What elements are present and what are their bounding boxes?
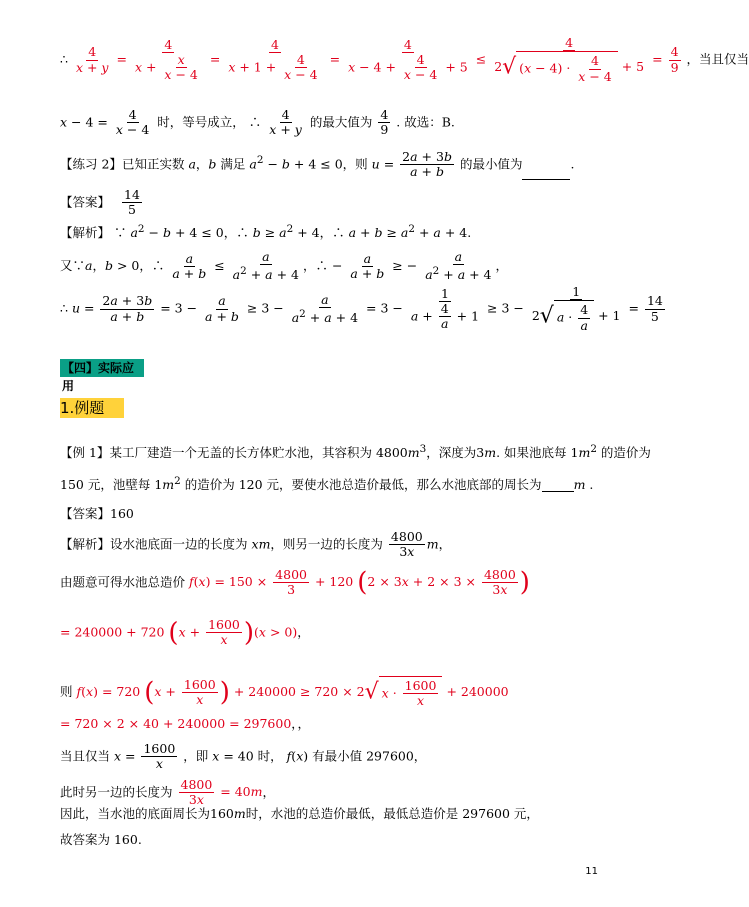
analysis-tag: 【解析】 — [60, 536, 111, 552]
answer-blank — [522, 179, 570, 180]
example-1-analysis-2: 由题意可得水池总造价 f(x) = 150 × $\frac{4800}{3}$ + 120 (2 × 3x + 2 × 3 × $\frac{4800}{3x}$ ) — [60, 567, 530, 598]
equality-condition: 时，等号成立， — [157, 114, 245, 130]
example-1-analysis-1: 【解析】设水池底面一边的长度为 xm，则另一边的长度为 $\frac{4800}{3x}$ m， — [60, 529, 452, 560]
line1-end: ，当且仅当 — [686, 51, 749, 67]
example-1-analysis-3: = 240000 + 720 (x + $\frac{1600}{x}$ )(x > 0)， — [60, 617, 310, 648]
answer-tag: 【答案】 — [60, 506, 111, 521]
practice-2-analysis-2: 又∵a，b > 0，∴ $\frac{a}{a + b}$ ≤ $\frac{a}{a^2 + a + 4}$ ，∴ − $\frac{a}{a + b}$ ≥ − $\frac{a}{a^2 + a + 4}$ ， — [60, 249, 509, 283]
practice-2-analysis-3: ∴ u = $\frac{2a + 3b}{a + b}$ = 3 − $\frac{a}{a + b}$ ≥ 3 − $\frac{a}{a^2 + a + 4}$ = 3 − 1 a + $\frac{4}{a}$ + 1 ≥ 3 − 1 2√ a · $\frac{4}{a}$ + 1 = $\frac{14}{5}$ — [60, 284, 663, 333]
practice-2-answer: 【答案】 $\frac{14}{5}$ — [60, 187, 140, 218]
example-tag: 【例 1】 — [60, 445, 110, 461]
example-1-analysis-7: 此时另一边的长度为 $\frac{4800}{3x}$ = 40m， — [60, 777, 276, 808]
example-1-stem-2: 150 元，池壁每 $1m^2$ 的造价为 120 元，要使水池总造价最低，那么水池底部的周长为 m . — [60, 475, 594, 493]
formula-line-1: ∴ $\frac{4}{x + y}$ = 4 x + $\frac{x}{x - 4}$ = 4 x + 1 + $\frac{4}{x - 4}$ = 4 x − 4 + $\frac{4}{x - 4}$ + 5 ≤ 4 2√ (x − 4) · $\frac{4}{x - 4}$ + 5 = $\frac{4}{9}$ ，当且仅当 — [60, 35, 749, 84]
example-1-analysis-5: = 720 × 2 × 40 + 240000 = 297600，， — [60, 716, 311, 731]
example-1-analysis-9: 故答案为 160. — [60, 832, 142, 847]
example-1-answer: 【答案】160 — [60, 506, 134, 521]
practice-2-analysis-1: 【解析】 ∵ $a^2 - b + 4 \le 0$，∴ $b \ge a^2 + 4$，∴ $a + b \ge a^2 + a + 4$. — [60, 223, 472, 241]
practice-2-stem: 【练习 2】已知正实数 a，b 满足 $a^2 - b + 4 \le 0$，则 u = $\frac{2a + 3b}{a + b}$ 的最小值为 . — [60, 149, 575, 180]
formula-line-2: x − 4 = $\frac{4}{x - 4}$ 时，等号成立， ∴ $\frac{4}{x + y}$ 的最大值为 $\frac{4}{9}$ . 故选：B. — [60, 107, 455, 138]
answer-tag: 【答案】 — [60, 194, 111, 210]
example-1-analysis-4: 则 f(x) = 720 (x + $\frac{1600}{x}$ ) + 240000 ≥ 720 × 2√ x · $\frac{1600}{x}$ + 240000 — [60, 676, 509, 709]
section-header: 【四】实际应用 — [60, 359, 144, 377]
page-number: 11 — [585, 866, 598, 877]
practice-tag: 【练习 2】 — [60, 156, 122, 172]
example-title: 1.例题 — [60, 398, 124, 418]
analysis-tag: 【解析】 — [60, 225, 111, 241]
answer-blank — [542, 491, 574, 492]
example-1-stem-1: 【例 1】某工厂建造一个无盖的长方体贮水池，其容积为 $4800m^3$，深度为3m. 如果池底每 $1m^2$ 的造价为 — [60, 443, 651, 461]
example-1-analysis-6: 当且仅当 x = $\frac{1600}{x}$ ，即 x = 40 时， f(x) 有最小值 297600， — [60, 741, 427, 772]
example-1-analysis-8: 因此，当水池的底面周长为160m时，水池的总造价最低，最低总造价是 297600 元， — [60, 806, 539, 821]
choice-answer: . 故选：B. — [396, 114, 455, 130]
